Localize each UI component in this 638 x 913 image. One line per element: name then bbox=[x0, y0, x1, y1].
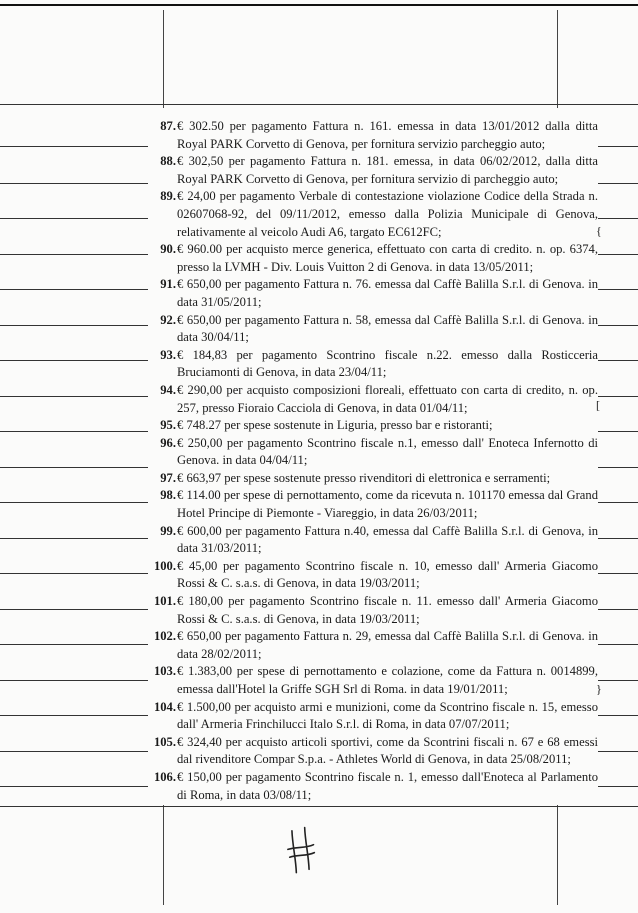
entry-number: 91. bbox=[160, 277, 176, 292]
margin-mark: { bbox=[596, 224, 602, 238]
list-item bbox=[140, 382, 598, 417]
entry-text: € 250,00 per pagamento Scontrino fiscale n.1, emesso dall' Enoteca Infernotto di Genova. in data 04/04/11; bbox=[177, 435, 598, 468]
entry-number: 90. bbox=[160, 242, 176, 257]
entry-number: 93. bbox=[160, 347, 176, 362]
entry-text: € 324,40 per acquisto articoli sportivi, come da Scontrini fiscali n. 67 e 68 emessi dal rivenditore Compar S.p.a. - Athletes World di Genova, in data 25/08/2011; bbox=[177, 734, 598, 767]
list-item bbox=[140, 593, 598, 628]
entry-text: € 748.27 per spese sostenute in Liguria, presso bar e ristoranti; bbox=[177, 418, 493, 433]
entry-number: 104. bbox=[153, 699, 176, 714]
entry-number: 92. bbox=[160, 312, 176, 327]
list-item bbox=[140, 188, 598, 241]
entry-text: € 1.500,00 per acquisto armi e munizioni, come da Scontrino fiscale n. 15, emesso dall' Armeria Frinchilucci Italo S.r.l. di Roma, in data 07/07/2011; bbox=[177, 699, 598, 732]
entry-text: € 184,83 per pagamento Scontrino fiscale n.22. emesso dalla Rosticceria Bruciamonti di Genova, in data 23/04/11; bbox=[177, 347, 598, 380]
list-item bbox=[140, 312, 598, 347]
top-border bbox=[0, 4, 638, 6]
entry-text: € 150,00 per pagamento Scontrino fiscale n. 1, emesso dall'Enoteca al Parlamento di Roma, in data 03/08/11; bbox=[177, 769, 598, 802]
list-item bbox=[140, 435, 598, 470]
entry-text: € 600,00 per pagamento Fattura n.40, emessa dal Caffè Balilla S.r.l. di Genova, in data 31/03/2011; bbox=[177, 523, 598, 556]
entry-text: € 24,00 per pagamento Verbale di contestazione violazione Codice della Strada n. 02607068-92, del 09/11/2012, emesso dalla Polizia Municipale di Genova, relativamente al veicolo Audi A6, targato EC612FC; bbox=[177, 189, 598, 239]
list-item bbox=[140, 347, 598, 382]
list-item bbox=[140, 769, 598, 804]
entry-text: € 650,00 per pagamento Fattura n. 58, emessa dal Caffè Balilla S.r.l. di Genova. in data 30/04/11; bbox=[177, 312, 598, 345]
margin-mark: [ bbox=[596, 398, 600, 412]
list-item bbox=[140, 699, 598, 734]
entry-number: 97. bbox=[160, 470, 176, 485]
entry-number: 96. bbox=[160, 435, 176, 450]
entry-text: € 302.50 per pagamento Fattura n. 161. emessa in data 13/01/2012 dalla ditta Royal PARK Corvetto di Genova, per fornitura servizio parcheggio auto; bbox=[177, 119, 598, 151]
right-margin-line-bottom bbox=[557, 805, 558, 905]
entry-number: 89. bbox=[160, 189, 176, 204]
entry-text: € 302,50 per pagamento Fattura n. 181. emessa, in data 06/02/2012, dalla ditta Royal PARK Corvetto di Genova, per fornitura servizio di parcheggio auto; bbox=[177, 154, 598, 186]
entry-number: 95. bbox=[160, 418, 176, 433]
entry-text: € 650,00 per pagamento Fattura n. 29, emessa dal Caffè Balilla S.r.l. di Genova. in data 28/02/2011; bbox=[177, 629, 598, 661]
entry-number: 88. bbox=[160, 154, 176, 169]
entry-text: € 114.00 per spese di pernottamento, come da ricevuta n. 101170 emessa dal Grand Hotel Principe di Piemonte - Viareggio, in data 26/03/2011; bbox=[177, 488, 598, 521]
entry-number: 94. bbox=[160, 382, 176, 397]
entry-text: € 1.383,00 per spese di pernottamento e colazione, come da Fattura n. 0014899, emessa dall'Hotel la Griffe SGH Srl di Roma. in data 19/01/2011; bbox=[177, 664, 598, 696]
list-item bbox=[140, 470, 598, 488]
entry-number: 99. bbox=[160, 523, 176, 538]
entry-number: 102. bbox=[153, 629, 176, 644]
ruling-line-bottom bbox=[0, 806, 638, 807]
entry-text: € 650,00 per pagamento Fattura n. 76. emessa dal Caffè Balilla S.r.l. di Genova. in data 31/05/2011; bbox=[177, 277, 598, 309]
entry-text: € 960.00 per acquisto merce generica, effettuato con carta di credito. n. op. 6374, presso la LVMH - Div. Louis Vuitton 2 di Genova. in data 13/05/2011; bbox=[177, 242, 598, 274]
entry-number: 106. bbox=[153, 769, 176, 784]
list-item bbox=[140, 663, 598, 698]
list-item bbox=[140, 523, 598, 558]
entry-number: 103. bbox=[153, 664, 176, 679]
list-item bbox=[140, 276, 598, 311]
entry-number: 101. bbox=[153, 594, 176, 609]
entry-number: 98. bbox=[160, 488, 176, 503]
left-margin-line-top bbox=[163, 10, 164, 108]
entry-text: € 180,00 per pagamento Scontrino fiscale n. 11. emesso dall' Armeria Giacomo Rossi & C. s.a.s. di Genova, in data 19/03/2011; bbox=[177, 594, 598, 626]
entry-number: 105. bbox=[153, 734, 176, 749]
list-item bbox=[140, 487, 598, 522]
expense-list bbox=[140, 118, 598, 804]
list-item bbox=[140, 734, 598, 769]
list-item bbox=[140, 417, 598, 435]
list-item bbox=[140, 153, 598, 188]
entry-number: 100. bbox=[153, 558, 176, 573]
entry-text: € 290,00 per acquisto composizioni floreali, effettuato con carta di credito, n. op. 257, presso Fioraio Cacciola di Genova, in data 01/04/11; bbox=[177, 382, 598, 415]
entry-text: € 663,97 per spese sostenute presso rivenditori di elettronica e serramenti; bbox=[177, 470, 551, 485]
entry-text: € 45,00 per pagamento Scontrino fiscale n. 10, emesso dall' Armeria Giacomo Rossi & C. s.a.s. di Genova, in data 19/03/2011; bbox=[177, 558, 598, 591]
margin-mark: } bbox=[596, 682, 602, 696]
list-item bbox=[140, 241, 598, 276]
list-item bbox=[140, 628, 598, 663]
handwritten-initials-icon bbox=[284, 825, 319, 876]
ruling-line-top bbox=[0, 104, 638, 105]
right-margin-line-top bbox=[557, 10, 558, 108]
list-item bbox=[140, 118, 598, 153]
entry-number: 87. bbox=[160, 119, 176, 133]
left-margin-line-bottom bbox=[163, 805, 164, 905]
list-item bbox=[140, 558, 598, 593]
